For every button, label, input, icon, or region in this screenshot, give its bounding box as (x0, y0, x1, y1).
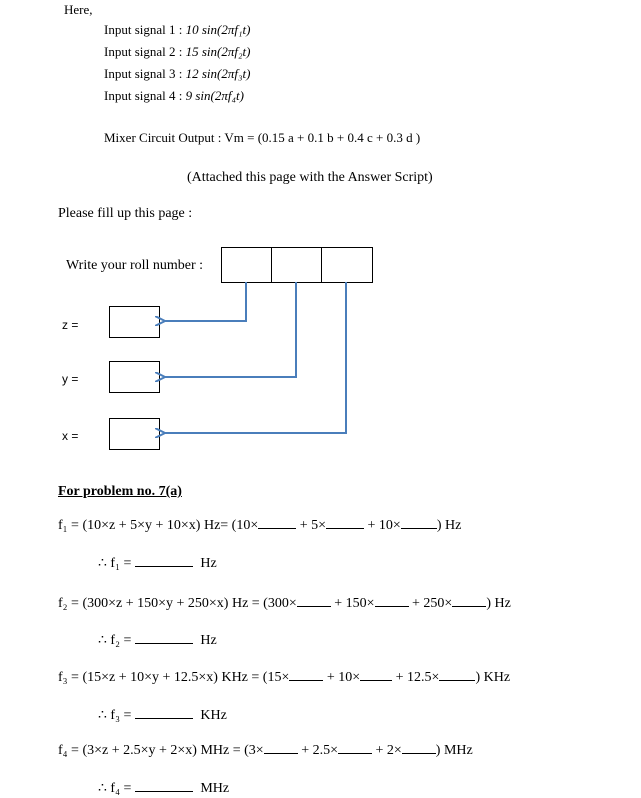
problem-heading: For problem no. 7(a) (58, 484, 182, 499)
f4-lhs: f₄ = (3×z + 2.5×y + 2×x) MHz = (3× (58, 743, 264, 758)
f3-blank-2[interactable] (360, 680, 392, 681)
f1-end: ) Hz (436, 518, 462, 533)
fill-prompt: Please fill up this page : (58, 206, 193, 221)
f3-plus-1: + 10× (326, 670, 361, 685)
arrow-y (164, 282, 296, 377)
intro-text: Here, (64, 2, 93, 17)
f3-blank-1[interactable] (289, 680, 323, 681)
f4-blank-3[interactable] (402, 753, 436, 754)
f1-unit: Hz (200, 556, 217, 571)
f2-unit: Hz (200, 633, 217, 648)
attached-note: (Attached this page with the Answer Script) (187, 170, 433, 185)
arrow-z (164, 282, 246, 321)
f2-result (98, 632, 217, 649)
f3-result-label: ∴ f₃ = (98, 708, 132, 723)
f3-plus-2: + 12.5× (395, 670, 440, 685)
f3-blank-3[interactable] (439, 680, 475, 681)
f2-result-blank[interactable] (135, 643, 193, 644)
f1-plus-1: + 5× (299, 518, 327, 533)
f2-blank-3[interactable] (452, 606, 486, 607)
signal-4-label: Input signal 4 : (104, 88, 183, 103)
f4-result-label: ∴ f₄ = (98, 781, 132, 796)
signal-3-label: Input signal 3 : (104, 66, 183, 81)
signal-2-label: Input signal 2 : (104, 44, 183, 59)
f2-equation (58, 596, 511, 612)
f4-blank-2[interactable] (338, 753, 372, 754)
signal-1-expr: 10 sin(2πf₁t) (185, 22, 251, 37)
f2-blank-2[interactable] (375, 606, 409, 607)
f4-unit: MHz (200, 781, 230, 796)
f3-result-blank[interactable] (135, 718, 193, 719)
f4-result (98, 780, 229, 797)
f4-plus-2: + 2× (375, 743, 402, 758)
f2-plus-2: + 250× (412, 596, 453, 611)
f3-result (98, 707, 227, 724)
f1-lhs: f₁ = (10×z + 5×y + 10×x) Hz= (10× (58, 518, 259, 533)
f3-equation (58, 670, 510, 686)
f4-equation (58, 743, 473, 759)
y-label: y = (62, 372, 79, 386)
signal-1-label: Input signal 1 : (104, 22, 183, 37)
f2-plus-1: + 150× (334, 596, 375, 611)
f3-end: ) KHz (475, 670, 511, 685)
f2-result-label: ∴ f₂ = (98, 633, 132, 648)
f4-blank-1[interactable] (264, 753, 298, 754)
f1-result (98, 555, 217, 572)
f3-unit: KHz (200, 708, 227, 723)
f1-plus-2: + 10× (367, 518, 401, 533)
signal-3-expr: 12 sin(2πf₃t) (185, 66, 251, 81)
f1-blank-2[interactable] (326, 528, 364, 529)
f2-lhs: f₂ = (300×z + 150×y + 250×x) Hz = (300× (58, 596, 297, 611)
f1-blank-3[interactable] (401, 528, 437, 529)
f4-end: ) MHz (435, 743, 473, 758)
f1-result-label: ∴ f₁ = (98, 556, 132, 571)
f1-blank-1[interactable] (258, 528, 296, 529)
f1-equation (58, 518, 461, 534)
mixer-label: Mixer Circuit Output : (104, 130, 222, 145)
f3-lhs: f₃ = (15×z + 10×y + 12.5×x) KHz = (15× (58, 670, 290, 685)
f2-end: ) Hz (486, 596, 511, 611)
roll-prompt: Write your roll number : (66, 258, 204, 273)
f2-blank-1[interactable] (297, 606, 331, 607)
signal-2-expr: 15 sin(2πf₂t) (185, 44, 251, 59)
f4-result-blank[interactable] (135, 791, 193, 792)
arrow-x (164, 282, 346, 433)
x-label: x = (62, 429, 79, 443)
signal-4-expr: 9 sin(2πf₄t) (185, 88, 244, 103)
f4-plus-1: + 2.5× (301, 743, 338, 758)
z-label: z = (62, 318, 79, 332)
f1-result-blank[interactable] (135, 566, 193, 567)
mixer-expr: Vm = (0.15 a + 0.1 b + 0.4 c + 0.3 d ) (224, 130, 421, 145)
